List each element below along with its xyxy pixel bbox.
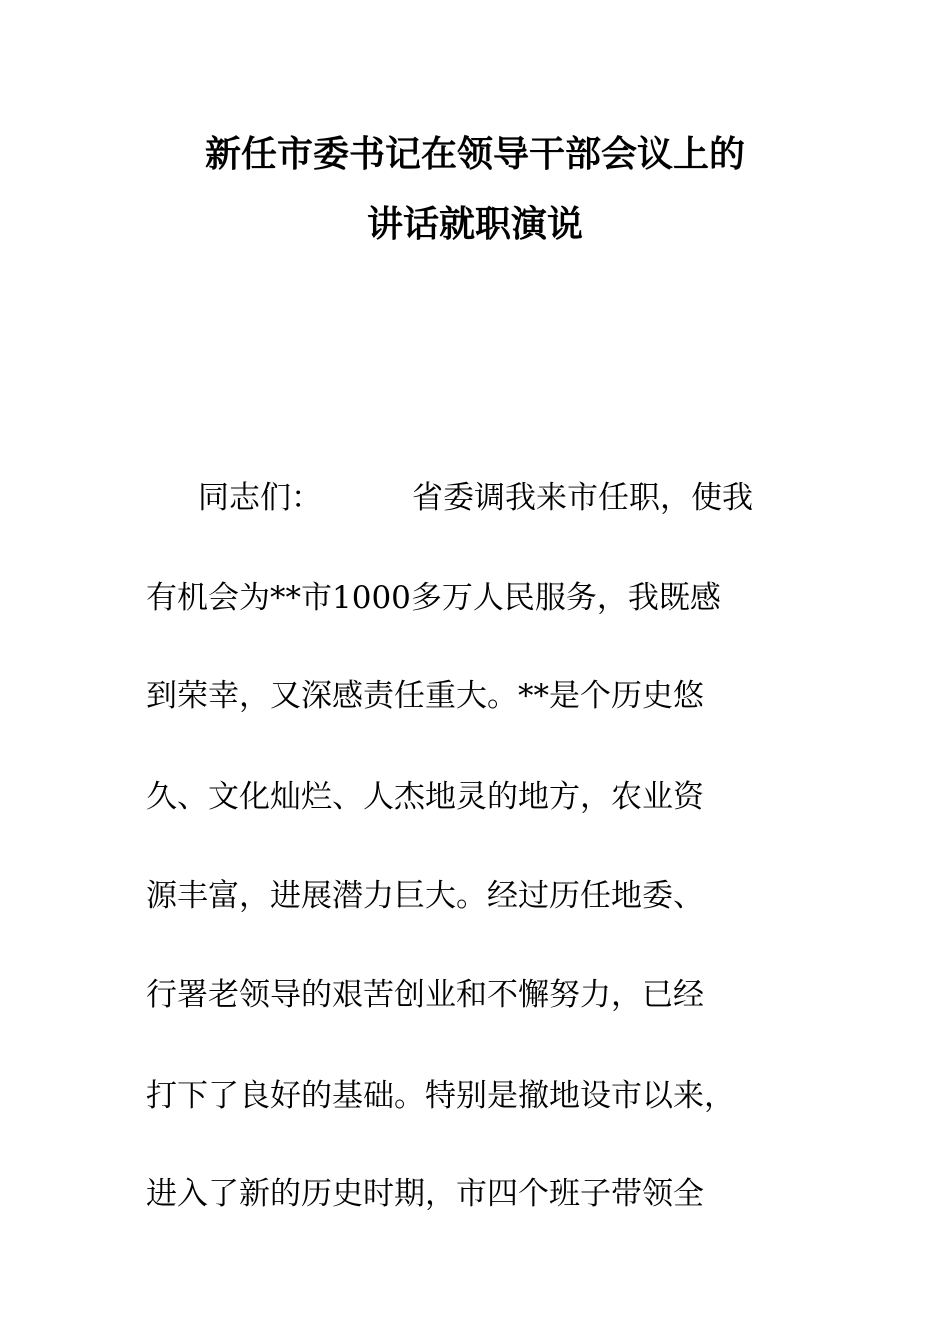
paragraph-line-2: 有机会为**市1000多万人民服务，我既感 — [146, 580, 721, 616]
paragraph-line-3: 到荣幸，又深感责任重大。**是个历史悠 — [146, 678, 704, 714]
paragraph-line-1 — [198, 478, 858, 518]
paragraph-text: 省委调我来市任职，使我 — [412, 480, 753, 516]
paragraph-line-6: 行署老领导的艰苦创业和不懈努力，已经 — [146, 977, 704, 1013]
salutation: 同志们： — [198, 480, 322, 516]
paragraph-line-4: 久、文化灿烂、人杰地灵的地方，农业资 — [146, 779, 704, 815]
paragraph-line-8: 进入了新的历史时期，市四个班子带领全 — [146, 1176, 704, 1212]
document-title-line-2: 讲话就职演说 — [366, 203, 583, 245]
paragraph-line-7: 打下了良好的基础。特别是撤地设市以来， — [146, 1078, 735, 1114]
paragraph-line-5: 源丰富，进展潜力巨大。经过历任地委、 — [146, 878, 704, 914]
document-title-line-1: 新任市委书记在领导干部会议上的 — [204, 133, 745, 175]
